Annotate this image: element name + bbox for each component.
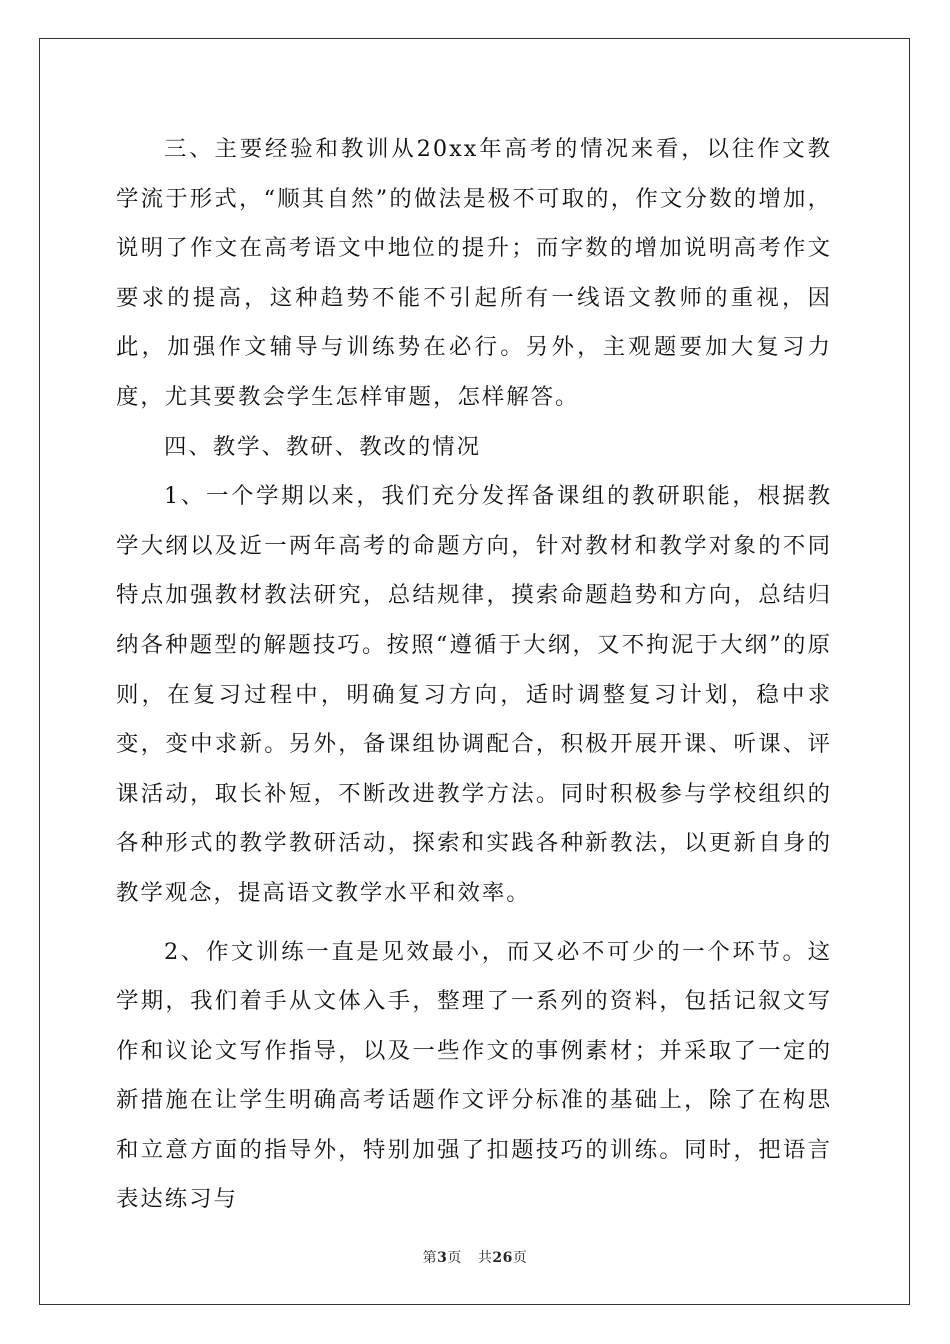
page-prefix: 第 [422, 1250, 438, 1266]
page-current: 3 [437, 1250, 448, 1266]
total-unit: 页 [512, 1250, 528, 1266]
paragraph-writing-training: 2、作文训练一直是见效最小，而又必不可少的一个环节。这学期，我们着手从文体入手，整理了一系列的资料，包括记叙文写作和议论文写作指导，以及一些作文的事例素材；并采取了一定的新措施在让学生明确高考话题作文评分标准的基础上，除了在构思和立意方面的指导外，特别加强了扣题技巧的训练。同时，把语言表达练习与 [116, 938, 832, 1213]
paragraph-teaching-research: 1、一个学期以来，我们充分发挥备课组的教研职能，根据教学大纲以及近一两年高考的命题方向，针对教材和教学对象的不同特点加强教材教法研究，总结规律，摸索命题趋势和方向，总结归纳各种题型的解题技巧。按照“遵循于大纲，又不拘泥于大纲”的原则，在复习过程中，明确复习方向，适时调整复习计划，稳中求变，变中求新。另外，备课组协调配合，积极开展开课、听课、评课活动，取长补短，不断改进教学方法。同时积极参与学校组织的各种形式的教学教研活动，探索和实践各种新教法，以更新自身的教学观念，提高语文教学水平和效率。 [116, 483, 832, 906]
page-unit: 页 [447, 1250, 462, 1266]
page-footer [0, 1247, 950, 1267]
page-total: 26 [492, 1250, 513, 1266]
paragraph-main-experience: 三、主要经验和教训从20xx年高考的情况来看，以往作文教学流于形式，“顺其自然”的做法是极不可取的，作文分数的增加，说明了作文在高考语文中地位的提升；而字数的增加说明高考作文要求的提高，这种趋势不能不引起所有一线语文教师的重视，因此，加强作文辅导与训练势在必行。另外，主观题要加大复习力度，尤其要教会学生怎样审题，怎样解答。 [116, 136, 832, 410]
document-body [116, 125, 832, 1225]
section-heading-teaching: 四、教学、教研、教改的情况 [164, 433, 482, 460]
total-prefix: 共 [477, 1250, 493, 1266]
